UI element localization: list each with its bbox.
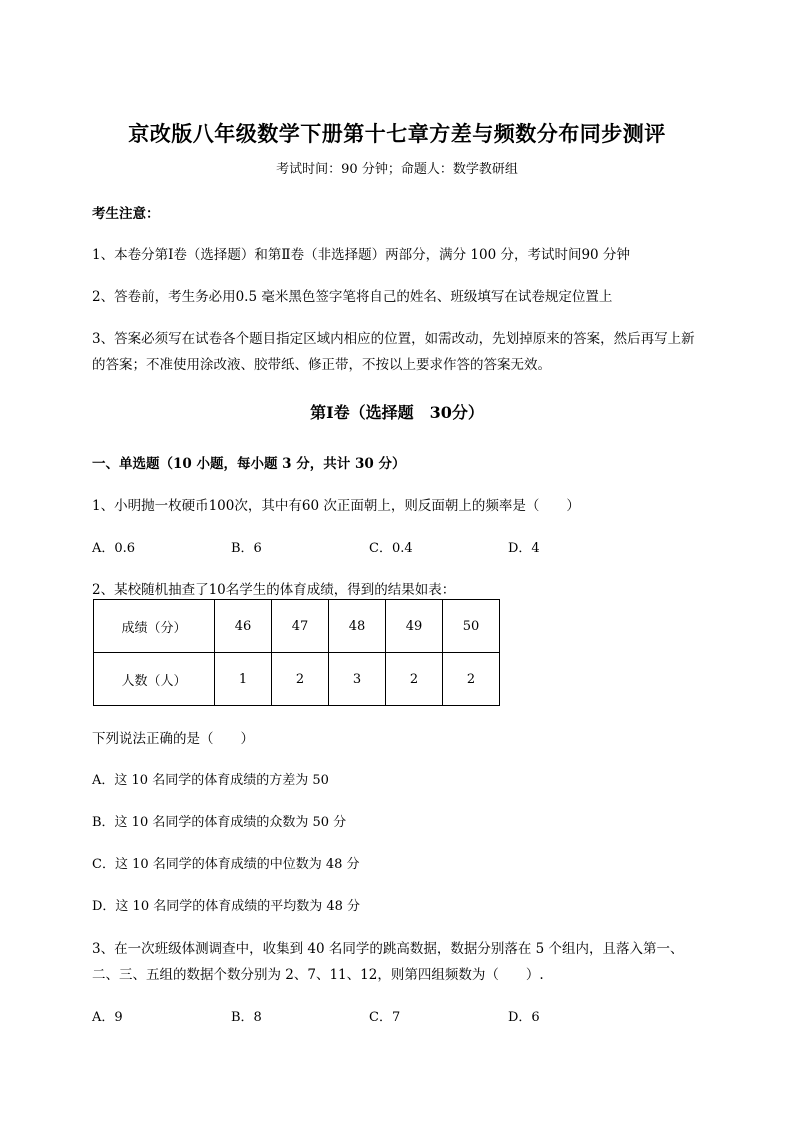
table-row	[94, 600, 500, 653]
question-1-option-c: C．0.4	[369, 541, 413, 556]
section-title: 第Ⅰ卷（选择题 30分）	[310, 403, 484, 422]
question-2-option-a: A．这 10 名同学的体育成绩的方差为 50	[92, 773, 329, 788]
table-row	[94, 653, 500, 706]
table-cell: 48	[329, 600, 386, 653]
question-3-option-a: A．9	[92, 1010, 123, 1025]
notice-item-2: 2、答卷前，考生务必用0.5 毫米黑色签字笔将自己的姓名、班级填写在试卷规定位置上	[92, 289, 613, 305]
notice-item-3: 3、答案必须写在试卷各个题目指定区域内相应的位置，如需改动，先划掉原来的答案，然后再写上新	[92, 331, 695, 347]
question-2-prompt: 下列说法正确的是（ ）	[92, 731, 254, 747]
question-1-option-b: B．6	[231, 541, 262, 556]
question-1-stem: 1、小明抛一枚硬币100次，其中有60 次正面朝上，则反面朝上的频率是（ ）	[92, 498, 580, 514]
table-cell: 1	[215, 653, 272, 706]
notice-heading: 考生注意：	[92, 206, 160, 222]
table-cell: 2	[272, 653, 329, 706]
question-3-stem-line-1: 3、在一次班级体测调查中，收集到 40 名同学的跳高数据，数据分别落在 5 个组内，且落入第一、	[92, 941, 684, 957]
document-title: 京改版八年级数学下册第十七章方差与频数分布同步测评	[128, 121, 666, 146]
question-1-option-d: D．4	[508, 541, 540, 556]
table-row-label-score: 成绩（分）	[94, 600, 215, 653]
question-1-option-a: A．0.6	[92, 541, 136, 556]
question-2-stem: 2、某校随机抽查了10名学生的体育成绩，得到的结果如表：	[92, 582, 456, 598]
notice-item-1: 1、本卷分第Ⅰ卷（选择题）和第Ⅱ卷（非选择题）两部分，满分 100 分，考试时间90 分钟	[92, 247, 630, 263]
score-table	[93, 599, 500, 706]
question-2-option-c: C．这 10 名同学的体育成绩的中位数为 48 分	[92, 857, 360, 872]
table-cell: 2	[443, 653, 500, 706]
part-heading: 一、单选题（10 小题，每小题 3 分，共计 30 分）	[92, 456, 406, 472]
table-cell: 3	[329, 653, 386, 706]
table-cell: 2	[386, 653, 443, 706]
table-cell: 49	[386, 600, 443, 653]
question-3-option-b: B．8	[231, 1010, 262, 1025]
notice-item-3-continued: 的答案；不准使用涂改液、胶带纸、修正带，不按以上要求作答的答案无效。	[92, 357, 551, 373]
question-3-option-c: C．7	[369, 1010, 401, 1025]
table-row-label-count: 人数（人）	[94, 653, 215, 706]
exam-info: 考试时间：90 分钟；命题人：数学教研组	[276, 162, 518, 177]
table-cell: 50	[443, 600, 500, 653]
table-cell: 47	[272, 600, 329, 653]
table-cell: 46	[215, 600, 272, 653]
question-3-stem-line-2: 二、三、五组的数据个数分别为 2、7、11、12，则第四组频数为（ ）.	[92, 967, 544, 983]
question-2-option-b: B．这 10 名同学的体育成绩的众数为 50 分	[92, 815, 347, 830]
question-3-option-d: D．6	[508, 1010, 540, 1025]
question-2-option-d: D．这 10 名同学的体育成绩的平均数为 48 分	[92, 899, 361, 914]
